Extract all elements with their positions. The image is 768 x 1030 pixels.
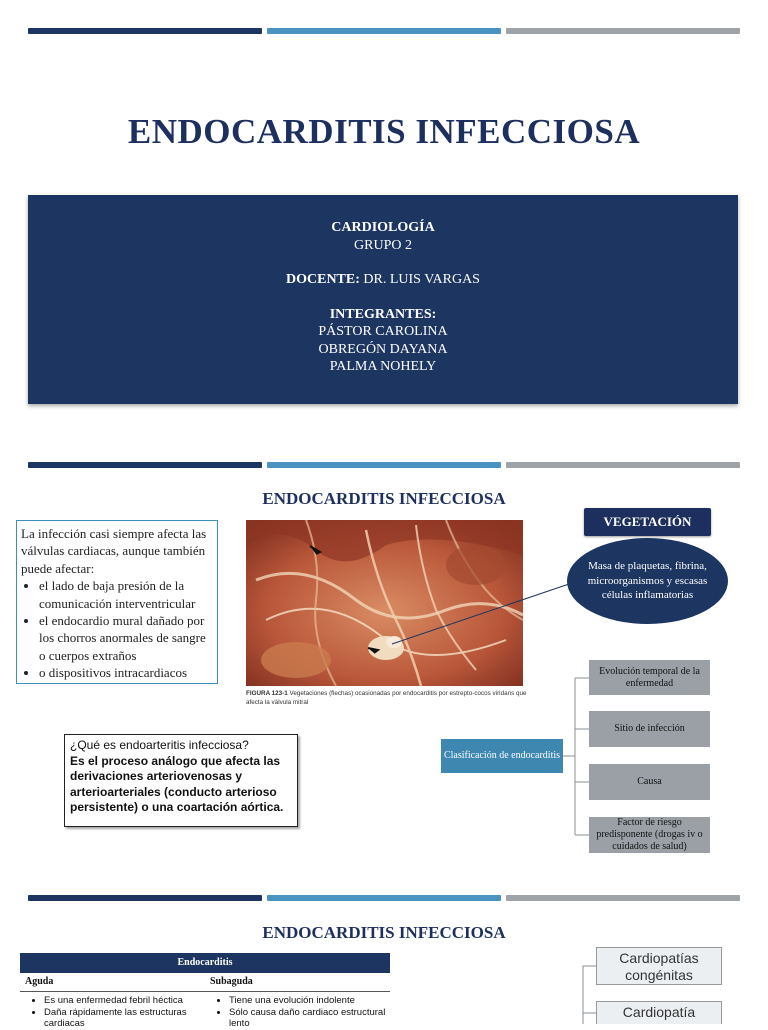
slide-title: ENDOCARDITIS INFECCIOSA (262, 489, 506, 508)
member-name: PALMA NOHELY (329, 359, 437, 374)
table-title: Endocarditis (20, 953, 390, 973)
member-name: OBREGÓN DAYANA (318, 341, 448, 357)
definition-box (16, 520, 218, 684)
classification-item: Causa (589, 764, 710, 800)
teacher-line (28, 271, 738, 289)
divider-bar-blue (267, 895, 501, 901)
answer-text: Es el proceso análogo que afecta las derivaciones arteriovenosas y arterioarteriales (conducto arterioso persistente) o una coartación aórtica. (70, 753, 284, 814)
list-item: • el endocardio mural dañado por los chorros anormales de sangre o cuerpos extraños (39, 612, 213, 664)
member-name: PÁSTOR CAROLINA (318, 324, 448, 339)
risk-item: Cardiopatías congénitas (596, 947, 722, 985)
slide-title: ENDOCARDITIS INFECCIOSA (127, 112, 641, 151)
photo-illustration (246, 520, 523, 686)
divider-bar-gray (506, 895, 740, 901)
teacher-label: DOCENTE: (286, 272, 360, 287)
risk-item: Cardiopatía (596, 1001, 722, 1024)
slide-title: ENDOCARDITIS INFECCIOSA (262, 923, 506, 942)
list-item: • el lado de baja presión de la comunicación interventricular (39, 577, 213, 612)
list-item: • Daña rápidamente las estructuras cardiacas (44, 1007, 203, 1030)
members-label: INTEGRANTES: (329, 306, 437, 322)
caption-label: FIGURA 123-1 (246, 690, 288, 697)
classification-label: Clasificación de endocarditis (441, 739, 563, 773)
question-text: ¿Qué es endoarteritis infecciosa? (70, 738, 249, 752)
divider-bar-gray (506, 28, 740, 34)
definition-intro: La infección casi siempre afecta las válvulas cardiacas, aunque también puede afectar: (21, 526, 207, 576)
divider-bar-dark (28, 895, 262, 901)
vegetation-label: VEGETACIÓN (584, 508, 711, 536)
classification-item: Sitio de infección (589, 711, 710, 747)
list-item: • Tiene una evolución indolente (229, 995, 388, 1007)
list-item: • o dispositivos intracardiacos (39, 664, 213, 681)
classification-item: Factor de riesgo predisponente (drogas iv o cuidados de salud) (589, 817, 710, 853)
divider-bar-dark (28, 28, 262, 34)
table-header-row (20, 973, 390, 992)
divider-bar-blue (267, 462, 501, 468)
divider-bar-dark (28, 462, 262, 468)
subject-label: CARDIOLOGÍA (331, 220, 435, 235)
endocarditis-table (20, 953, 390, 1030)
divider-bar-blue (267, 28, 501, 34)
definition-list (21, 577, 213, 681)
list-item: • Sólo causa daño cardiaco estructural lento (229, 1007, 388, 1030)
column-header-acute: Aguda (25, 976, 54, 987)
caption-text: Vegetaciones (flechas) ocasionadas por endocarditis por estrepto-cocos viridans que afecta la válvula mitral (246, 690, 527, 706)
question-box (64, 734, 298, 827)
divider-bar-gray (506, 462, 740, 468)
column-header-subacute: Subaguda (210, 976, 253, 987)
photo-caption (246, 689, 528, 707)
vegetation-description: Masa de plaquetas, fibrina, microorganismos y escasas células inflamatorias (567, 538, 728, 624)
valve-vegetation-photo (246, 520, 523, 686)
classification-item: Evolución temporal de la enfermedad (589, 660, 710, 695)
group-label: GRUPO 2 (354, 237, 412, 253)
list-item: • Es una enfermedad febril héctica (44, 995, 203, 1007)
cover-info-box (28, 195, 738, 404)
teacher-name: DR. LUIS VARGAS (359, 272, 480, 287)
